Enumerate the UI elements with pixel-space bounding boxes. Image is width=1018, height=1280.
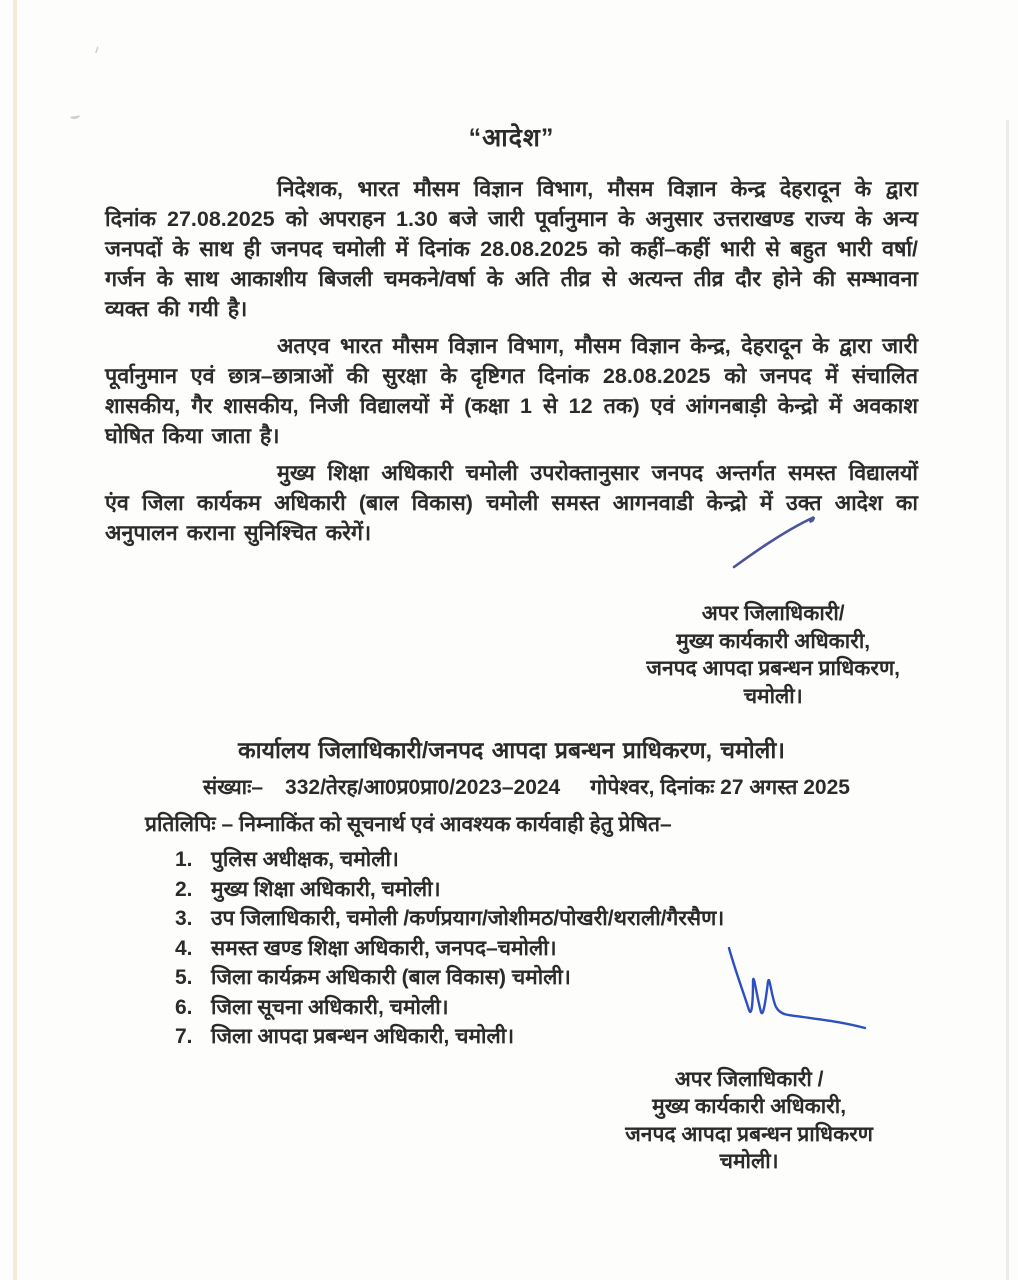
reference-number: 332/तेरह/आ0प्र0प्रा0/2023–2024 <box>285 776 561 799</box>
signatory-block-bottom <box>625 1066 873 1176</box>
reference-number-label: संख्याः– <box>203 776 264 799</box>
signatory-organisation: जनपद आपदा प्रबन्धन प्राधिकरण <box>625 1122 873 1146</box>
order-title: “आदेश” <box>468 124 555 152</box>
list-item <box>175 875 918 905</box>
list-item-text: मुख्य शिक्षा अधिकारी, चमोली। <box>211 877 441 901</box>
list-item-number: 6. <box>175 995 193 1019</box>
list-item <box>175 993 918 1023</box>
signatory-designation: मुख्य कार्यकारी अधिकारी, <box>676 629 871 653</box>
signatory-designation: अपर जिलाधिकारी / <box>674 1067 824 1091</box>
list-item-text: जिला कार्यक्रम अधिकारी (बाल विकास) चमोली। <box>211 966 571 989</box>
list-item-number: 2. <box>175 877 193 901</box>
list-item <box>175 1022 918 1052</box>
list-item-number: 5. <box>175 966 193 989</box>
signatory-block-top <box>646 600 900 710</box>
list-item <box>175 963 918 993</box>
list-item-text: जिला आपदा प्रबन्धन अधिकारी, चमोली। <box>211 1025 515 1048</box>
paragraph-forecast: निदेशक, भारत मौसम विज्ञान विभाग, मौसम विज्ञान केन्द्र देहरादून के द्वारा दिनांक 27.08.2025 को अपराहन 1.30 बजे जारी पूर्वानुमान के अनुसार उत्तराखण्ड राज्य के अन्य जनपदों के साथ ही जनपद चमोली में दिनांक 28.08.2025 को कहीं–कहीं भारी से बहुत भारी वर्षा/गर्जन के साथ आकाशीय बिजली चमकने/वर्षा के अति तीव्र से अत्यन्त तीव्र दौर होने की सम्भावना व्यक्त की गयी है। <box>105 177 918 321</box>
list-item <box>175 904 918 934</box>
list-item-text: उप जिलाधिकारी, चमोली /कर्णप्रयाग/जोशीमठ/पोखरी/थराली/गैरसैण। <box>211 907 725 930</box>
signatory-place: चमोली। <box>719 1150 779 1173</box>
list-item-number: 1. <box>175 848 193 871</box>
signatory-organisation: जनपद आपदा प्रबन्धन प्राधिकरण, <box>646 657 900 680</box>
list-item-number: 3. <box>175 907 193 930</box>
list-item-text: जिला सूचना अधिकारी, चमोली। <box>211 995 449 1019</box>
list-item <box>175 845 918 875</box>
copy-distribution-line: प्रतिलिपिः – निम्नाकिंत को सूचनार्थ एवं आवश्यक कार्यवाही हेतु प्रेषित– <box>145 813 672 836</box>
list-item-number: 4. <box>175 936 193 960</box>
paragraph-holiday-declaration: अतएव भारत मौसम विज्ञान विभाग, मौसम विज्ञान केन्द्र, देहरादून के द्वारा जारी पूर्वानुमान एवं छात्र–छात्राओं की सुरक्षा के दृष्टिगत दिनांक 28.08.2025 को जनपद में संचालित शासकीय, गैर शासकीय, निजी विद्यालयों में (कक्षा 1 से 12 तक) एवं आंगनबाड़ी केन्द्रो में अवकाश घोषित किया जाता है। <box>105 334 918 448</box>
list-item-number: 7. <box>175 1025 193 1048</box>
paragraph-compliance: मुख्य शिक्षा अधिकारी चमोली उपरोक्तानुसार जनपद अन्तर्गत समस्त विद्यालयों एंव जिला कार्यकम अधिकारी (बाल विकास) चमोली समस्त आगनवाडी केन्द्रो में उक्त आदेश का अनुपालन कराना सुनिश्चित करेगें। <box>105 461 918 545</box>
recipient-list <box>105 845 918 1052</box>
office-heading: कार्यालय जिलाधिकारी/जनपद आपदा प्रबन्धन प्राधिकरण, चमोली। <box>237 737 786 763</box>
reference-line <box>105 773 918 803</box>
list-item <box>175 934 918 964</box>
list-item-text: पुलिस अधीक्षक, चमोली। <box>211 848 399 871</box>
signatory-place: चमोली। <box>743 684 803 708</box>
signatory-designation: अपर जिलाधिकारी/ <box>701 602 845 625</box>
reference-place-date: गोपेश्वर, दिनांकः 27 अगस्त 2025 <box>590 776 850 799</box>
signatory-designation: मुख्य कार्यकारी अधिकारी, <box>652 1095 847 1118</box>
list-item-text: समस्त खण्ड शिक्षा अधिकारी, जनपद–चमोली। <box>211 936 557 960</box>
